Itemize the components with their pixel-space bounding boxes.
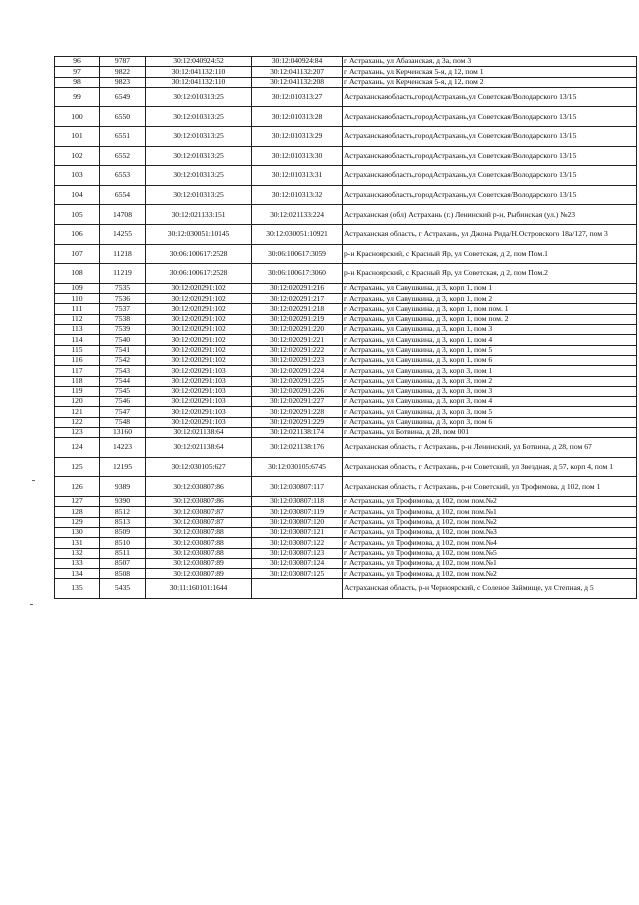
row-number-cell: 103 (55, 166, 100, 186)
address-cell: Астраханская область, г Астрахань, р-н Советский, ул Трофимова, д 102, пом 1 (343, 477, 637, 497)
address-cell: Астраханская область, г Астрахань, р-н Ленинский, ул Ботвина, д 28, пом 67 (343, 438, 637, 458)
scan-speck (30, 604, 33, 605)
table-row (55, 107, 637, 127)
parent-cadastral-number-cell: 30:12:030807:87 (146, 517, 252, 527)
parent-cadastral-number-cell: 30:12:020291:103 (146, 386, 252, 396)
row-number-cell: 116 (55, 355, 100, 365)
object-id-cell: 7548 (100, 417, 146, 427)
row-number-cell: 130 (55, 527, 100, 537)
cadastral-number-cell: 30:12:021138:176 (252, 438, 343, 458)
cadastral-number-cell: 30:12:020291:217 (252, 294, 343, 304)
cadastral-number-cell: 30:12:030807:117 (252, 477, 343, 497)
cadastral-number-cell: 30:12:030807:124 (252, 558, 343, 568)
parent-cadastral-number-cell: 30:12:010313:25 (146, 87, 252, 107)
table-row (55, 185, 637, 205)
address-cell: г Астрахань, ул Савушкина, д 3, корп 1, пом 6 (343, 355, 637, 365)
address-cell: г Астрахань, ул Савушкина, д 3, корп 1, пом 4 (343, 335, 637, 345)
object-id-cell: 7542 (100, 355, 146, 365)
parent-cadastral-number-cell: 30:12:010313:25 (146, 166, 252, 186)
parent-cadastral-number-cell: 30:12:030807:89 (146, 558, 252, 568)
row-number-cell: 132 (55, 548, 100, 558)
parent-cadastral-number-cell: 30:12:020291:102 (146, 345, 252, 355)
cadastral-number-cell: 30:12:021133:224 (252, 205, 343, 225)
row-number-cell: 105 (55, 205, 100, 225)
table-row (55, 527, 637, 537)
row-number-cell: 111 (55, 304, 100, 314)
address-cell: г Астрахань, ул Савушкина, д 3, корп 1, пом пом. 2 (343, 314, 637, 324)
table-row (55, 345, 637, 355)
address-cell: г Астрахань, ул Трофимова, д 102, пом пом.№3 (343, 527, 637, 537)
row-number-cell: 115 (55, 345, 100, 355)
address-cell: Астраханская (обл) Астрахань (г.) Ленинский р-н, Рыбинская (ул.) №23 (343, 205, 637, 225)
cadastral-number-cell: 30:12:020291:220 (252, 325, 343, 335)
object-id-cell: 7546 (100, 397, 146, 407)
address-cell: р-н Красноярский, с Красный Яр, ул Советская, д 2, пом Пом.1 (343, 244, 637, 264)
table-row (55, 386, 637, 396)
address-cell: г Астрахань, ул Трофимова, д 102, пом пом.№5 (343, 548, 637, 558)
cadastral-number-cell: 30:12:041132:208 (252, 77, 343, 87)
cadastral-number-cell: 30:12:020291:223 (252, 355, 343, 365)
address-cell: г Астрахань, ул Керченская 5-я, д 12, пом 1 (343, 67, 637, 77)
object-id-cell: 7539 (100, 325, 146, 335)
row-number-cell: 104 (55, 185, 100, 205)
cadastral-number-cell: 30:12:020291:229 (252, 417, 343, 427)
parent-cadastral-number-cell: 30:12:010313:25 (146, 127, 252, 147)
address-cell: г Астрахань, ул Трофимова, д 102, пом пом.№2 (343, 517, 637, 527)
parent-cadastral-number-cell: 30:12:041132:110 (146, 67, 252, 77)
address-cell: г Астрахань, ул Савушкина, д 3, корп 3, пом 4 (343, 397, 637, 407)
parent-cadastral-number-cell: 30:12:010313:25 (146, 146, 252, 166)
address-cell: г Астрахань, ул Трофимова, д 102, пом пом.№1 (343, 507, 637, 517)
object-id-cell: 14223 (100, 438, 146, 458)
table-row (55, 166, 637, 186)
table-row (55, 407, 637, 417)
cadastral-number-cell: 30:12:020291:226 (252, 386, 343, 396)
address-cell: Астраханскаяобласть,городАстрахань,ул Советская/Володарского 13/15 (343, 87, 637, 107)
table-row (55, 517, 637, 527)
table-row (55, 366, 637, 376)
parent-cadastral-number-cell: 30:06:100617:2528 (146, 264, 252, 284)
address-cell: г Астрахань, ул Савушкина, д 3, корп 3, пом 5 (343, 407, 637, 417)
row-number-cell: 112 (55, 314, 100, 324)
table-row (55, 538, 637, 548)
object-id-cell: 7543 (100, 366, 146, 376)
address-cell: г Астрахань, ул Трофимова, д 102, пом пом.№4 (343, 538, 637, 548)
parent-cadastral-number-cell: 30:12:010313:25 (146, 107, 252, 127)
table-row (55, 264, 637, 284)
table-row (55, 304, 637, 314)
object-id-cell: 9390 (100, 497, 146, 507)
parent-cadastral-number-cell: 30:12:030807:88 (146, 527, 252, 537)
object-id-cell: 11218 (100, 244, 146, 264)
parent-cadastral-number-cell: 30:12:040924:52 (146, 57, 252, 67)
table-row (55, 376, 637, 386)
cadastral-number-cell: 30:12:030807:123 (252, 548, 343, 558)
address-cell: Астраханская область, г Астрахань, р-н Советский, ул Звездная, д 57, корп 4, пом 1 (343, 457, 637, 477)
object-id-cell: 12195 (100, 457, 146, 477)
parent-cadastral-number-cell: 30:12:020291:103 (146, 397, 252, 407)
object-id-cell: 6553 (100, 166, 146, 186)
object-id-cell: 14708 (100, 205, 146, 225)
cadastral-number-cell: 30:06:100617:3059 (252, 244, 343, 264)
table-row (55, 507, 637, 517)
table-row (55, 67, 637, 77)
row-number-cell: 121 (55, 407, 100, 417)
parent-cadastral-number-cell: 30:12:021133:151 (146, 205, 252, 225)
row-number-cell: 107 (55, 244, 100, 264)
row-number-cell: 117 (55, 366, 100, 376)
address-cell: г Астрахань, ул Савушкина, д 3, корп 3, пом 3 (343, 386, 637, 396)
object-id-cell: 11219 (100, 264, 146, 284)
row-number-cell: 97 (55, 67, 100, 77)
object-id-cell: 14255 (100, 225, 146, 245)
parent-cadastral-number-cell: 30:12:030807:86 (146, 477, 252, 497)
parent-cadastral-number-cell: 30:12:021138:64 (146, 427, 252, 437)
parent-cadastral-number-cell: 30:12:030051:10145 (146, 225, 252, 245)
table-row (55, 146, 637, 166)
row-number-cell: 125 (55, 457, 100, 477)
row-number-cell: 108 (55, 264, 100, 284)
address-cell: Астраханская область, р-н Черноярский, с Соленое Займище, ул Степная, д 5 (343, 579, 637, 599)
scan-speck (32, 480, 35, 481)
cadastral-number-cell: 30:12:010313:29 (252, 127, 343, 147)
object-id-cell: 9823 (100, 77, 146, 87)
cadastral-number-cell: 30:12:030807:120 (252, 517, 343, 527)
cadastral-number-cell: 30:12:030105:6745 (252, 457, 343, 477)
cadastral-number-cell: 30:06:100617:3060 (252, 264, 343, 284)
parent-cadastral-number-cell: 30:12:020291:102 (146, 355, 252, 365)
object-id-cell: 8510 (100, 538, 146, 548)
parent-cadastral-number-cell: 30:12:020291:102 (146, 314, 252, 324)
address-cell: г Астрахань, ул Савушкина, д 3, корп 1, пом пом. 1 (343, 304, 637, 314)
parent-cadastral-number-cell: 30:12:020291:102 (146, 283, 252, 293)
row-number-cell: 110 (55, 294, 100, 304)
parent-cadastral-number-cell: 30:12:030807:86 (146, 497, 252, 507)
address-cell: г Астрахань, ул Савушкина, д 3, корп 3, пом 6 (343, 417, 637, 427)
row-number-cell: 114 (55, 335, 100, 345)
parent-cadastral-number-cell: 30:12:030807:88 (146, 538, 252, 548)
table-row (55, 57, 637, 67)
parent-cadastral-number-cell: 30:12:020291:103 (146, 366, 252, 376)
object-id-cell: 8508 (100, 569, 146, 579)
cadastral-number-cell: 30:12:020291:216 (252, 283, 343, 293)
cadastral-number-cell: 30:12:010313:30 (252, 146, 343, 166)
cadastral-number-cell: 30:12:010313:27 (252, 87, 343, 107)
cadastral-number-cell: 30:12:020291:227 (252, 397, 343, 407)
object-id-cell: 6552 (100, 146, 146, 166)
row-number-cell: 120 (55, 397, 100, 407)
parent-cadastral-number-cell: 30:06:100617:2528 (146, 244, 252, 264)
row-number-cell: 109 (55, 283, 100, 293)
row-number-cell: 129 (55, 517, 100, 527)
row-number-cell: 127 (55, 497, 100, 507)
cadastral-number-cell: 30:12:021138:174 (252, 427, 343, 437)
table-row (55, 205, 637, 225)
object-id-cell: 6554 (100, 185, 146, 205)
cadastral-number-cell: 30:12:030807:118 (252, 497, 343, 507)
object-id-cell: 8511 (100, 548, 146, 558)
parent-cadastral-number-cell: 30:11:160101:1644 (146, 579, 252, 599)
cadastral-number-cell: 30:12:020291:222 (252, 345, 343, 355)
address-cell: Астраханскаяобласть,городАстрахань,ул Советская/Володарского 13/15 (343, 127, 637, 147)
address-cell: г Астрахань, ул Савушкина, д 3, корп 3, пом 2 (343, 376, 637, 386)
row-number-cell: 119 (55, 386, 100, 396)
object-id-cell: 7547 (100, 407, 146, 417)
parent-cadastral-number-cell: 30:12:020291:103 (146, 407, 252, 417)
cadastral-number-cell: 30:12:020291:219 (252, 314, 343, 324)
table-row (55, 497, 637, 507)
address-cell: г Астрахань, ул Савушкина, д 3, корп 1, пом 2 (343, 294, 637, 304)
cadastral-number-cell: 30:12:020291:221 (252, 335, 343, 345)
cadastral-number-cell: 30:12:010313:31 (252, 166, 343, 186)
table-row (55, 579, 637, 599)
cadastral-number-cell: 30:12:030807:125 (252, 569, 343, 579)
row-number-cell: 118 (55, 376, 100, 386)
property-register-table (54, 56, 637, 599)
parent-cadastral-number-cell: 30:12:020291:103 (146, 376, 252, 386)
row-number-cell: 106 (55, 225, 100, 245)
parent-cadastral-number-cell: 30:12:010313:25 (146, 185, 252, 205)
parent-cadastral-number-cell: 30:12:020291:102 (146, 304, 252, 314)
parent-cadastral-number-cell: 30:12:020291:102 (146, 335, 252, 345)
table-row (55, 283, 637, 293)
cadastral-number-cell (252, 579, 343, 599)
address-cell: г Астрахань, ул Абазанская, д 3а, пом 3 (343, 57, 637, 67)
parent-cadastral-number-cell: 30:12:030807:88 (146, 548, 252, 558)
object-id-cell: 8513 (100, 517, 146, 527)
address-cell: Астраханскаяобласть,городАстрахань,ул Советская/Володарского 13/15 (343, 146, 637, 166)
cadastral-number-cell: 30:12:041132:207 (252, 67, 343, 77)
address-cell: г Астрахань, ул Трофимова, д 102, пом пом.№1 (343, 558, 637, 568)
cadastral-number-cell: 30:12:020291:228 (252, 407, 343, 417)
address-cell: г Астрахань, ул Савушкина, д 3, корп 1, пом 1 (343, 283, 637, 293)
object-id-cell: 7545 (100, 386, 146, 396)
address-cell: Астраханскаяобласть,городАстрахань,ул Советская/Володарского 13/15 (343, 166, 637, 186)
cadastral-number-cell: 30:12:010313:28 (252, 107, 343, 127)
object-id-cell: 6549 (100, 87, 146, 107)
parent-cadastral-number-cell: 30:12:030807:87 (146, 507, 252, 517)
table-row (55, 397, 637, 407)
parent-cadastral-number-cell: 30:12:020291:103 (146, 417, 252, 427)
row-number-cell: 128 (55, 507, 100, 517)
row-number-cell: 135 (55, 579, 100, 599)
table-row (55, 225, 637, 245)
object-id-cell: 8512 (100, 507, 146, 517)
row-number-cell: 98 (55, 77, 100, 87)
object-id-cell: 8509 (100, 527, 146, 537)
table-row (55, 457, 637, 477)
cadastral-number-cell: 30:12:030807:119 (252, 507, 343, 517)
parent-cadastral-number-cell: 30:12:020291:102 (146, 294, 252, 304)
table-row (55, 438, 637, 458)
row-number-cell: 134 (55, 569, 100, 579)
object-id-cell: 7536 (100, 294, 146, 304)
table-row (55, 427, 637, 437)
address-cell: г Астрахань, ул Керченская 5-я, д 12, пом 2 (343, 77, 637, 87)
cadastral-number-cell: 30:12:020291:218 (252, 304, 343, 314)
table-row (55, 87, 637, 107)
address-cell: г Астрахань, ул Ботвина, д 28, пом 001 (343, 427, 637, 437)
register-table-body (55, 57, 637, 599)
table-row (55, 569, 637, 579)
row-number-cell: 133 (55, 558, 100, 568)
address-cell: г Астрахань, ул Трофимова, д 102, пом пом.№2 (343, 569, 637, 579)
table-row (55, 548, 637, 558)
table-row (55, 477, 637, 497)
parent-cadastral-number-cell: 30:12:030807:89 (146, 569, 252, 579)
object-id-cell: 9389 (100, 477, 146, 497)
cadastral-number-cell: 30:12:010313:32 (252, 185, 343, 205)
address-cell: г Астрахань, ул Савушкина, д 3, корп 3, пом 1 (343, 366, 637, 376)
address-cell: г Астрахань, ул Трофимова, д 102, пом пом.№2 (343, 497, 637, 507)
row-number-cell: 96 (55, 57, 100, 67)
address-cell: р-н Красноярский, с Красный Яр, ул Советская, д 2, пом Пом.2 (343, 264, 637, 284)
row-number-cell: 122 (55, 417, 100, 427)
cadastral-number-cell: 30:12:030807:122 (252, 538, 343, 548)
row-number-cell: 124 (55, 438, 100, 458)
table-row (55, 325, 637, 335)
row-number-cell: 131 (55, 538, 100, 548)
parent-cadastral-number-cell: 30:12:041132:110 (146, 77, 252, 87)
parent-cadastral-number-cell: 30:12:020291:102 (146, 325, 252, 335)
address-cell: Астраханская область, г Астрахань, ул Джона Рида/Н.Островского 18а/127, пом 3 (343, 225, 637, 245)
parent-cadastral-number-cell: 30:12:030105:627 (146, 457, 252, 477)
table-row (55, 335, 637, 345)
object-id-cell: 7535 (100, 283, 146, 293)
object-id-cell: 8507 (100, 558, 146, 568)
object-id-cell: 7538 (100, 314, 146, 324)
object-id-cell: 6551 (100, 127, 146, 147)
row-number-cell: 123 (55, 427, 100, 437)
table-row (55, 127, 637, 147)
object-id-cell: 7537 (100, 304, 146, 314)
object-id-cell: 5435 (100, 579, 146, 599)
address-cell: г Астрахань, ул Савушкина, д 3, корп 1, пом 3 (343, 325, 637, 335)
object-id-cell: 9787 (100, 57, 146, 67)
row-number-cell: 113 (55, 325, 100, 335)
row-number-cell: 101 (55, 127, 100, 147)
row-number-cell: 100 (55, 107, 100, 127)
address-cell: г Астрахань, ул Савушкина, д 3, корп 1, пом 5 (343, 345, 637, 355)
table-row (55, 417, 637, 427)
object-id-cell: 9822 (100, 67, 146, 77)
table-row (55, 294, 637, 304)
object-id-cell: 7541 (100, 345, 146, 355)
cadastral-number-cell: 30:12:020291:224 (252, 366, 343, 376)
table-row (55, 77, 637, 87)
object-id-cell: 7544 (100, 376, 146, 386)
cadastral-number-cell: 30:12:030807:121 (252, 527, 343, 537)
table-row (55, 355, 637, 365)
cadastral-number-cell: 30:12:040924:84 (252, 57, 343, 67)
row-number-cell: 99 (55, 87, 100, 107)
object-id-cell: 6550 (100, 107, 146, 127)
parent-cadastral-number-cell: 30:12:021138:64 (146, 438, 252, 458)
address-cell: Астраханскаяобласть,городАстрахань,ул Советская/Володарского 13/15 (343, 185, 637, 205)
table-row (55, 558, 637, 568)
table-row (55, 244, 637, 264)
object-id-cell: 13160 (100, 427, 146, 437)
object-id-cell: 7540 (100, 335, 146, 345)
row-number-cell: 126 (55, 477, 100, 497)
cadastral-number-cell: 30:12:020291:225 (252, 376, 343, 386)
address-cell: Астраханскаяобласть,городАстрахань,ул Советская/Володарского 13/15 (343, 107, 637, 127)
row-number-cell: 102 (55, 146, 100, 166)
table-row (55, 314, 637, 324)
cadastral-number-cell: 30:12:030051:10921 (252, 225, 343, 245)
